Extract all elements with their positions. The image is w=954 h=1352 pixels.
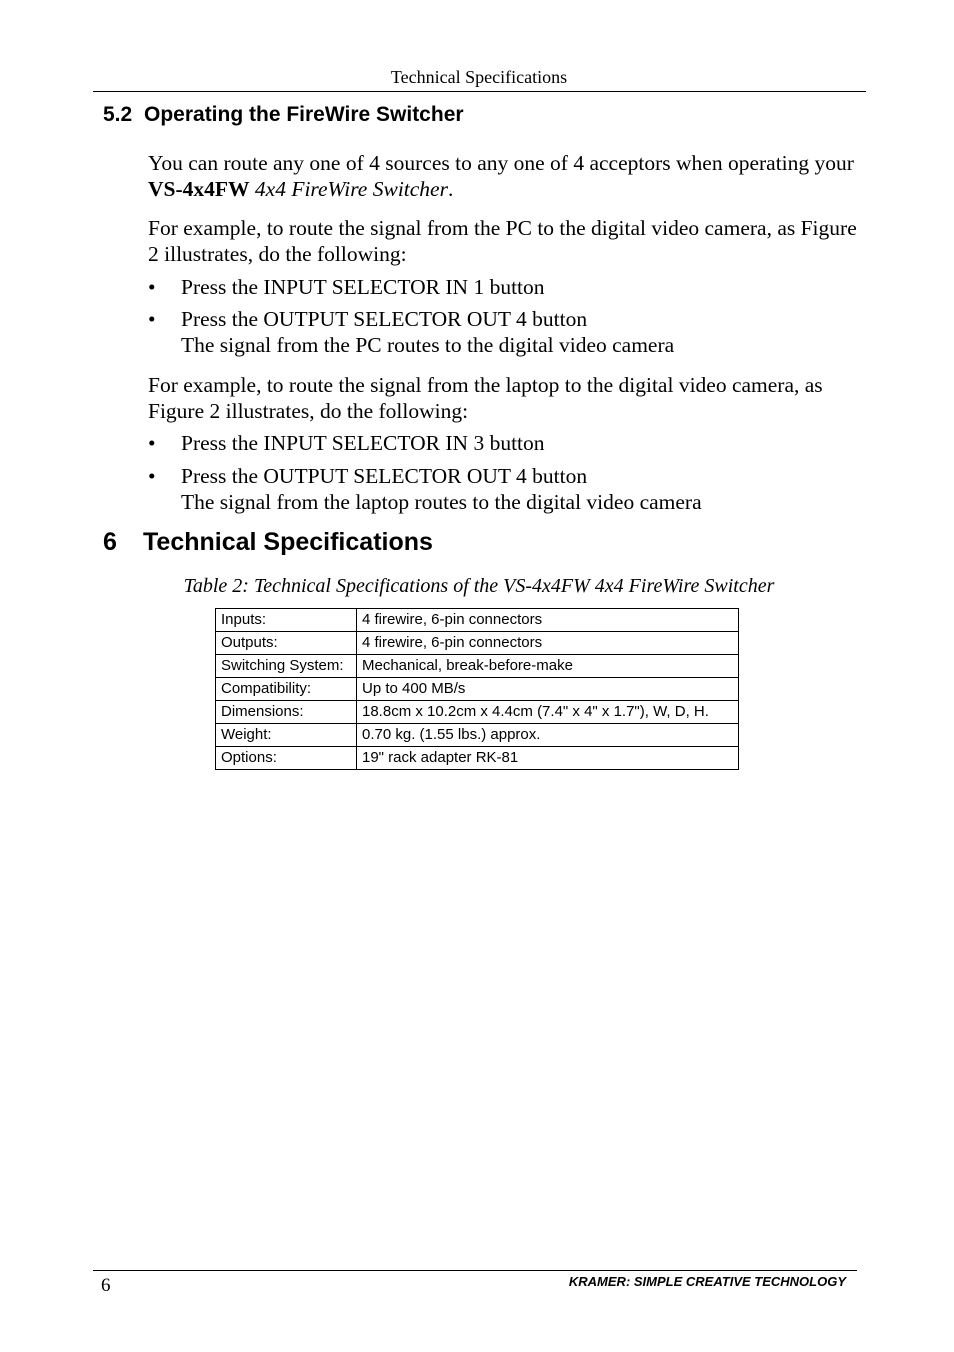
list-item-text: Press the OUTPUT SELECTOR OUT 4 button [181,307,588,331]
table-row [216,747,739,770]
table-row [216,609,739,632]
table-row [216,678,739,701]
spec-label: Compatibility: [216,678,357,701]
spec-label: Options: [216,747,357,770]
section-6-heading [103,527,433,557]
spec-value: Mechanical, break-before-make [357,655,739,678]
list-item-result: The signal from the PC routes to the digital video camera [181,333,675,357]
spec-value: 19" rack adapter RK-81 [357,747,739,770]
footer-divider [93,1270,857,1271]
spec-label: Inputs: [216,609,357,632]
section-number: 5.2 [103,103,133,126]
spec-value: Up to 400 MB/s [357,678,739,701]
spec-value: 4 firewire, 6-pin connectors [357,609,739,632]
specifications-table [215,608,739,770]
model-name: VS-4x4FW [148,177,250,201]
section-title: Technical Specifications [143,528,433,556]
spec-value: 18.8cm x 10.2cm x 4.4cm (7.4" x 4" x 1.7"), W, D, H. [357,701,739,724]
list-item-text: Press the OUTPUT SELECTOR OUT 4 button [181,464,588,488]
intro-prefix: You can route any one of 4 sources to any one of 4 acceptors when operating your [148,151,854,175]
page-number: 6 [101,1275,111,1296]
table-caption: Table 2: Technical Specifications of the VS-4x4FW 4x4 FireWire Switcher [183,575,775,597]
table-row [216,701,739,724]
bullet-icon: • [148,307,156,331]
footer-brand: KRAMER: SIMPLE CREATIVE TECHNOLOGY [568,1274,846,1289]
bullet-icon: • [148,275,156,299]
example-2-paragraph: For example, to route the signal from the laptop to the digital video camera, as Figure 2 illustrates, do the following: [148,373,823,423]
table-row [216,655,739,678]
example-1-paragraph: For example, to route the signal from the PC to the digital video camera, as Figure 2 illustrates, do the following: [148,216,857,266]
product-name: 4x4 FireWire Switcher [254,177,448,201]
spec-label: Switching System: [216,655,357,678]
section-number: 6 [103,528,117,556]
list-item-text: Press the INPUT SELECTOR IN 1 button [181,275,545,299]
bullet-icon: • [148,464,156,488]
header-divider [93,91,866,92]
list-item-text: Press the INPUT SELECTOR IN 3 button [181,431,545,455]
spec-label: Weight: [216,724,357,747]
table-row [216,632,739,655]
spec-value: 4 firewire, 6-pin connectors [357,632,739,655]
spec-label: Outputs: [216,632,357,655]
table-row [216,724,739,747]
intro-paragraph [148,150,868,202]
bullet-icon: • [148,431,156,455]
section-title: Operating the FireWire Switcher [144,103,464,126]
spec-label: Dimensions: [216,701,357,724]
list-item-result: The signal from the laptop routes to the digital video camera [181,490,702,514]
intro-suffix: . [447,177,454,201]
running-header: Technical Specifications [390,67,568,87]
spec-value: 0.70 kg. (1.55 lbs.) approx. [357,724,739,747]
section-5-2-heading [103,102,464,128]
